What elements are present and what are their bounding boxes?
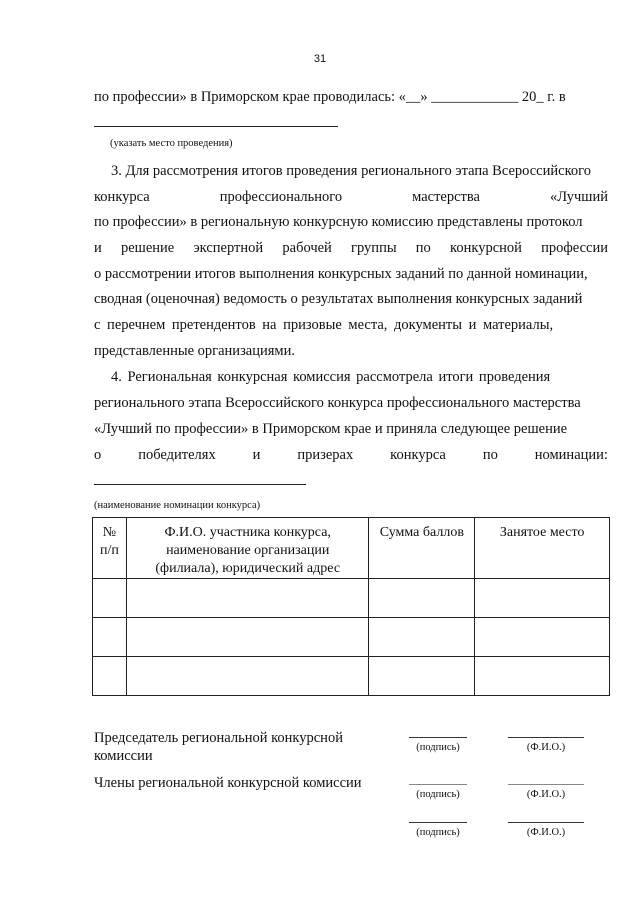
para3-line4 bbox=[94, 239, 608, 257]
page-number: 31 bbox=[313, 53, 327, 65]
para4-line3: «Лучший по профессии» в Приморском крае и приняла следующее решение bbox=[94, 421, 568, 437]
word: номинации: bbox=[534, 447, 608, 463]
para3-line5: о рассмотрении итогов выполнения конкурсных заданий по данной номинации, bbox=[94, 266, 588, 282]
table-cell bbox=[93, 579, 127, 618]
date-venue-line: по профессии» в Приморском крае проводилась: «__» ____________ 20_ г. в bbox=[94, 89, 566, 105]
para4-line1: 4. Региональная конкурсная комиссия рассмотрела итоги проведения bbox=[111, 369, 551, 385]
word: и bbox=[252, 447, 261, 463]
header-line: Занятое место bbox=[499, 525, 585, 540]
table-cell bbox=[126, 657, 369, 696]
table-cell bbox=[93, 618, 127, 657]
para3-line7: с перечнем претендентов на призовые места, документы и материалы, bbox=[94, 317, 554, 333]
word: о bbox=[94, 447, 102, 463]
word: группы bbox=[351, 240, 397, 256]
word: экспертной bbox=[193, 240, 264, 256]
nomination-blank-line bbox=[94, 484, 306, 485]
table-row bbox=[93, 657, 610, 696]
word: по bbox=[482, 447, 498, 463]
word: рабочей bbox=[282, 240, 332, 256]
venue-caption: (указать место проведения) bbox=[110, 138, 233, 149]
nomination-caption: (наименование номинации конкурса) bbox=[94, 500, 261, 511]
para3-line1: 3. Для рассмотрения итогов проведения регионального этапа Всероссийского bbox=[111, 163, 591, 179]
table-cell bbox=[475, 579, 610, 618]
venue-blank-line bbox=[94, 126, 338, 127]
chairman-label-line2: комиссии bbox=[94, 748, 153, 764]
table-cell bbox=[369, 579, 475, 618]
name-caption: (Ф.И.О.) bbox=[526, 827, 566, 838]
table-cell bbox=[369, 618, 475, 657]
results-table bbox=[92, 517, 610, 696]
word: профессии bbox=[541, 240, 608, 256]
table-cell bbox=[475, 618, 610, 657]
header-line: (филиала), юридический адрес bbox=[155, 561, 341, 576]
members-label: Члены региональной конкурсной комиссии bbox=[94, 775, 362, 791]
table-cell bbox=[475, 657, 610, 696]
col-header-place bbox=[475, 518, 610, 579]
header-line: № bbox=[102, 525, 117, 540]
name-line bbox=[508, 737, 584, 738]
col-header-score bbox=[369, 518, 475, 579]
table-row bbox=[93, 579, 610, 618]
signature-line bbox=[409, 784, 467, 785]
name-caption: (Ф.И.О.) bbox=[526, 742, 566, 753]
table-cell bbox=[126, 618, 369, 657]
col-header-participant bbox=[126, 518, 369, 579]
word: конкурса bbox=[390, 447, 446, 463]
para3-line2 bbox=[94, 188, 608, 206]
signature-caption: (подпись) bbox=[416, 789, 460, 800]
signature-caption: (подпись) bbox=[416, 742, 460, 753]
header-line: Ф.И.О. участника конкурса, bbox=[164, 525, 331, 540]
table-row bbox=[93, 618, 610, 657]
para4-line2: регионального этапа Всероссийского конкурса профессионального мастерства bbox=[94, 395, 581, 411]
word: призерах bbox=[297, 447, 354, 463]
word: «Лучший bbox=[550, 189, 608, 205]
table-cell bbox=[369, 657, 475, 696]
table-header-row bbox=[93, 518, 610, 579]
word: мастерства bbox=[412, 189, 480, 205]
word: профессионального bbox=[219, 189, 343, 205]
para3-line3: по профессии» в региональную конкурсную комиссию представлены протокол bbox=[94, 214, 583, 230]
signature-caption: (подпись) bbox=[416, 827, 460, 838]
header-line: наименование организации bbox=[166, 543, 330, 558]
word: победителях bbox=[138, 447, 216, 463]
name-line bbox=[508, 784, 584, 785]
word: по bbox=[415, 240, 431, 256]
name-line bbox=[508, 822, 584, 823]
table-cell bbox=[126, 579, 369, 618]
header-line: п/п bbox=[100, 543, 119, 558]
signature-line bbox=[409, 822, 467, 823]
chairman-label-line1: Председатель региональной конкурсной bbox=[94, 730, 343, 746]
word: и bbox=[94, 240, 102, 256]
name-caption: (Ф.И.О.) bbox=[526, 789, 566, 800]
para3-line8: представленные организациями. bbox=[94, 343, 295, 359]
signature-line bbox=[409, 737, 467, 738]
word: конкурса bbox=[94, 189, 150, 205]
para4-line4 bbox=[94, 446, 608, 464]
word: решение bbox=[120, 240, 175, 256]
table-cell bbox=[93, 657, 127, 696]
col-header-number bbox=[93, 518, 127, 579]
header-line: Сумма баллов bbox=[379, 525, 464, 540]
word: конкурсной bbox=[450, 240, 522, 256]
para3-line6: сводная (оценочная) ведомость о результатах выполнения конкурсных заданий bbox=[94, 291, 583, 307]
